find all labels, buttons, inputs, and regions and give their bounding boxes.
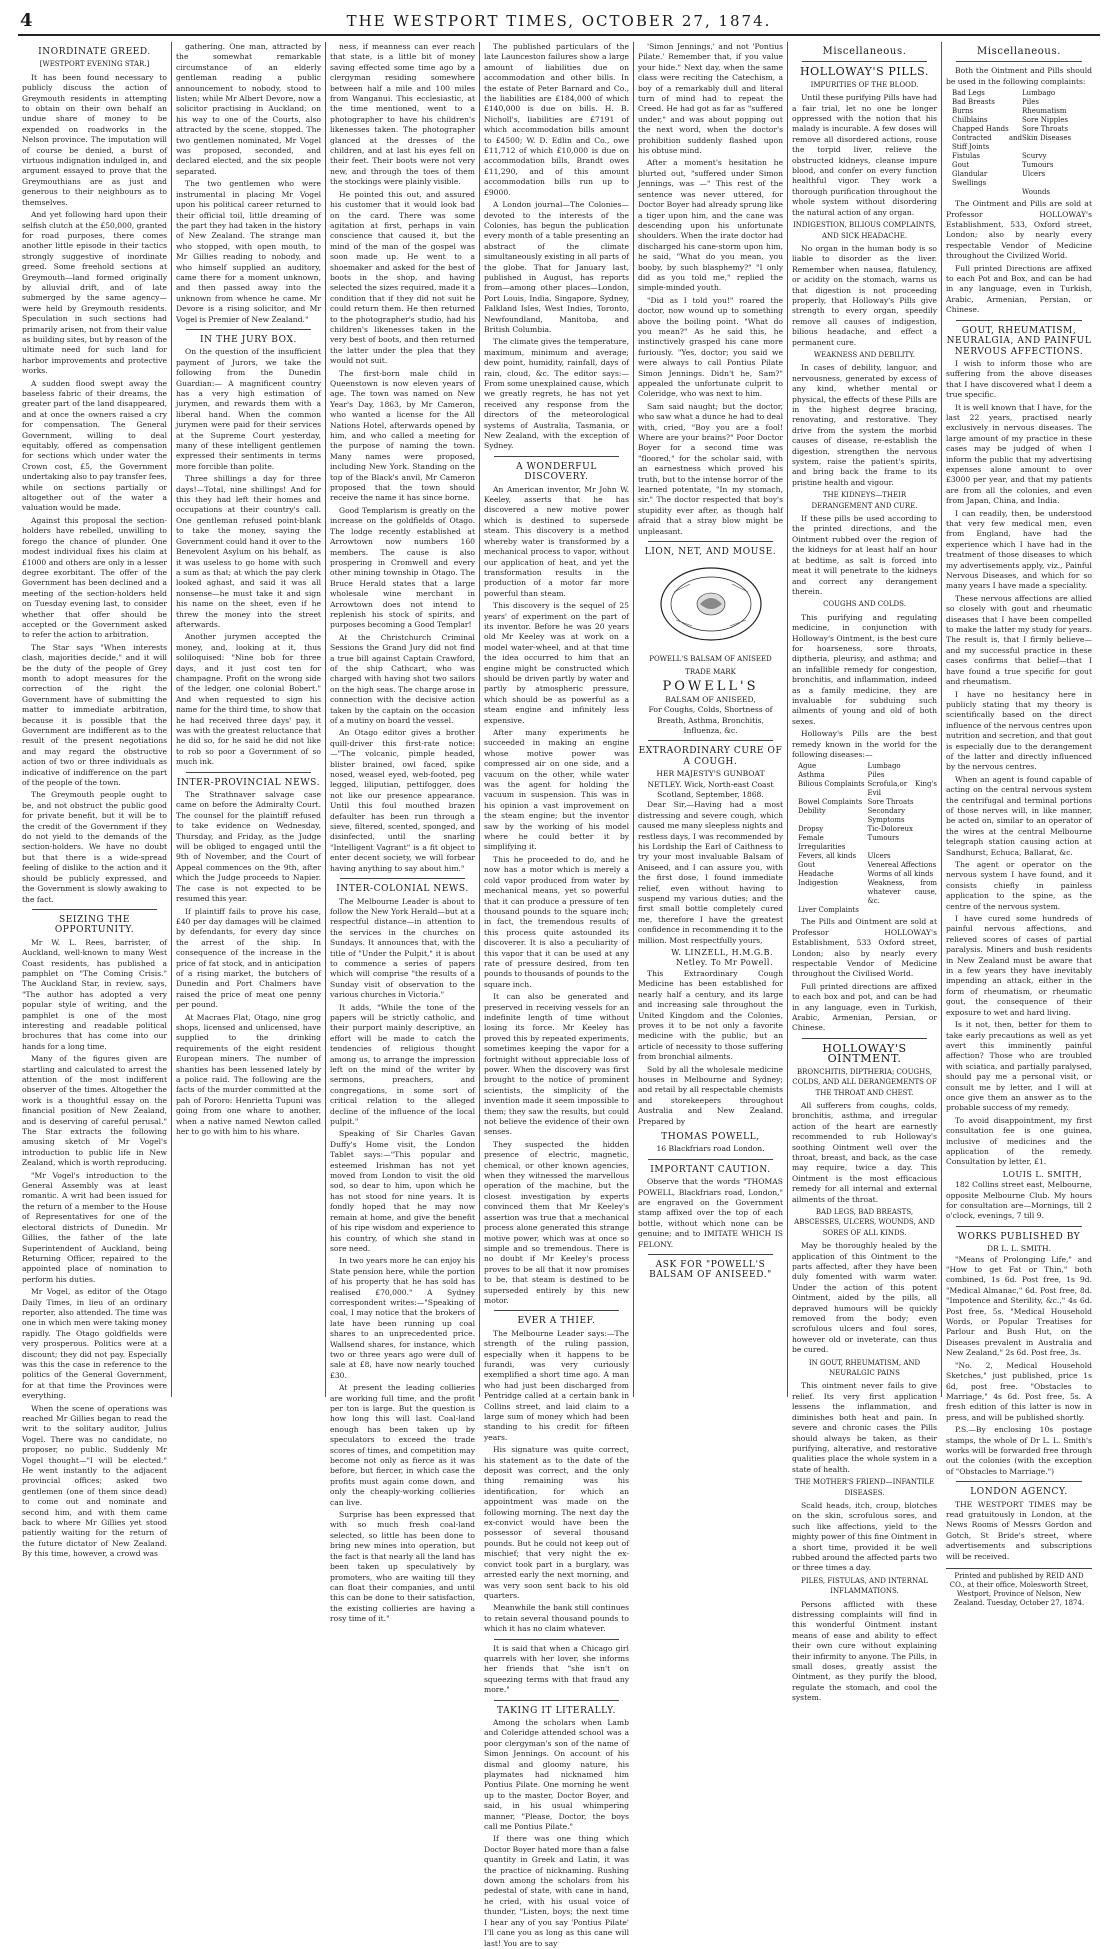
- list-item: Sore Throats: [867, 798, 914, 807]
- article-title: SEIZING THE OPPORTUNITY.: [54, 914, 135, 936]
- list-item: Chilblains: [952, 116, 988, 125]
- paragraph: The published particulars of the late Launceston failures show a large amount of liabilities due on accommodation and other bills. In the estate of Peter Barnard and Co., the liabilities are £184,000 of which £140,000 is due on bills. H. B. Nicholl's, liabilities are £7191 of which accommodation bills amount to £4500; W. D. Edlin and Co., owe £11,712 of which £10,000 is due on accommodation bills, Brandt owes £11,290, and of this amount accommodation bills run up to £9000.: [484, 42, 629, 197]
- divider: [32, 909, 157, 910]
- paragraph: Both the Ointment and Pills should be used in the following complaints:: [946, 66, 1092, 86]
- list-item: Fevers, all kinds: [798, 852, 857, 861]
- list-item: Liver Complaints: [798, 906, 859, 915]
- paragraph: This purifying and regulating medicine, in conjunction with Holloway's Ointment, is the best cure for hoarseness, sore throats, diptheria, pleurisy, and asthma; and an infallible remedy for congestion, bronchitis, and inflammation, indeed as a family medicine, they are invaluable for subduing such ailments of young and old of both sexes.: [792, 612, 937, 726]
- divider: [186, 329, 311, 330]
- list-item: Fistulas: [952, 152, 981, 161]
- paragraph: At Macraes Flat, Otago, nine grog shops, licensed and unlicensed, have supplied to the drinking requirements of the eight resident European miners. The number of shanties has been lessened lately by a police raid. The following are the facts of the murder committed at the pah of Pororo: Henrietta Tupuni was going from one whare to another, when a native named Newton called her to go with him to his whare.: [176, 1012, 321, 1137]
- list-item: Bad Breasts: [952, 98, 995, 107]
- list-item: Asthma: [798, 771, 825, 780]
- list-item: Dropsy: [798, 825, 824, 834]
- paragraph: It is said that when a Chicago girl quarrels with her lover, she informs her friends that "she isn't on squeezing terms with that fraud any more.": [484, 1643, 629, 1695]
- list-item: Scurvy: [1022, 152, 1047, 161]
- list-item: Tumours: [1022, 161, 1054, 170]
- paragraph: And yet following hard upon their selfish clutch at the £50,000, granted for road purposes, there comes another little episode in their tactics strongly suggestive of inordinate greed. Some freehold sections at Greymouth—land formed originally by alluvial drift, and of late submerged by the same agency—were held by Greymouth residents. Speculation in such sections had primarily arisen, not from their value as building sites, but by reason of the ultimate need for such land for harbor improvements and protective works.: [22, 210, 167, 376]
- paragraph: Meanwhile the bank still continues to retain several thousand pounds to which it has no claim whatever.: [484, 1603, 629, 1634]
- paragraph: This he proceeded to do, and he now has a motor which is merely a cold vapor produced from water by mechanical means, yet so powerful that it can produce a pressure of ten thousand pounds to the square inch; in fact, the tremendous results of this process quite astounded its discoverer. It is also a peculiarity of this vapor that it can be used at any rate of pressure desired, from ten pounds to thousands of pounds to the square inch.: [484, 854, 629, 989]
- list-item: Lumbago: [1022, 89, 1056, 98]
- list-item: Glandular Swellings: [952, 170, 988, 188]
- divider: [648, 541, 773, 542]
- article-source: [WESTPORT EVENING STAR.]: [39, 60, 150, 69]
- paragraph: To avoid disappointment, my first consultation fee is one guinea, inclusive of medicines and the application of the remedy. Consultation by letter, £1.: [946, 1115, 1092, 1167]
- paragraph: "Means of Prolonging Life," and "How to get Fat or Thin," both combined, 1s 6d. Post free, 1s 9d. "Medical Almanac," 6d. Post free, 8d. "Impotence and Sterility, &c.," 4s 6d. Post free, 5s. "Medical Household Words, or Popular Treatises for Parlour and Bush Hut, on the Diseases prevalent in Australia and New Zealand," 2s 6d. Post free, 3s.: [946, 1254, 1092, 1358]
- paragraph: I have cured some hundreds of painful nervous affections, and relieved scores of cases of partial paralysis. Miners and bush residents in New Zealand must be aware that in a few years they have inevitably impending an attack, either in the form of rheumatism, or rheumatic gout, the consequence of their exposure to wet and hard living.: [946, 914, 1092, 1017]
- paragraph: The two gentlemen who were instrumental in placing Mr Vogel upon his political career returned to their official toil, little dreaming of the part they had taken in the history of New Zealand. The strange man who stopped, with open mouth, to Mr Gillies reading to nobody, and who himself supplied an auditory, came there for a moment unknown, and then passed away into the unknown from whence he came. Mr Devore is a rising solicitor, and Mr Vogel is Premier of New Zealand.": [176, 179, 321, 324]
- disease-list: [798, 762, 937, 915]
- divider: [186, 772, 311, 773]
- list-item: Lumbago: [867, 762, 901, 771]
- paragraph: I can readily, then, be understood that very few medical men, even from England, have had the experience which I have had in the treatment of those diseases to which my advertisements apply, viz., Painful Nervous Diseases, and which for so many years I have made a speciality.: [946, 508, 1092, 591]
- newspaper-title: THE WESTPORT TIMES, OCTOBER 27, 1874.: [346, 12, 772, 30]
- paragraph: The Greymouth people ought to be, and not obstruct the public good for private benefit, but it will be to the credit of the Government if they do not yield to the demands of the section-holders. We have no doubt but that there is a wide-spread feeling of dislike to the action and it should be publicly expressed, and the Government is slowly awaking to the fact.: [22, 790, 167, 904]
- list-item: Tic-Doloreux: [867, 825, 913, 834]
- paragraph: "Did as I told you!" roared the doctor, now wound up to something above the boiling point. "What do you mean?" As he said this, he instinctively grasped his cane more furiously. "Yes, doctor; you said we were always to call Pontius Pilate Simon Jennings. Didn't he, Sam?" appealed the unfortunate culprit to Coleridge, who was next to him.: [638, 295, 783, 399]
- paragraph: After many experiments he succeeded in making an engine whose motive power was compressed air on one side, and a vacuum on the other, while water was the agent for holding the vacuum in suspension. This was in his opinion a vast improvement on the steam engine; but the inventor saw by the working of his model where he could better it by simplifying it.: [484, 728, 629, 852]
- divider: [956, 1226, 1082, 1227]
- divider: [340, 878, 465, 879]
- column-5: [634, 42, 788, 1397]
- ad-title: GOUT, RHEUMATISM, NEURALGIA, AND PAINFUL NERVOUS AFFECTIONS.: [946, 325, 1092, 357]
- paragraph: The Pills and Ointment are sold at Professor HOLLOWAY's Establishment, 533 Oxford street, London; also by nearly every respectable Vendor of Medicine throughout the Civilised World.: [792, 917, 937, 979]
- printer-imprint: Printed and published by REID AND CO., at their office, Molesworth Street, Westport, Province of Nelson, New Zealand. Tuesday, October 27, 1874.: [946, 1568, 1092, 1608]
- complaint-list: [952, 89, 1092, 197]
- paragraph: When an agent is found capable of acting on the central nervous system the centrifugal and terminal portions of those nerves will, in like manner, be acted on, similar to an operator of the wires at the central Melbourne telegraph station causing action at Sandhurst, Echuca, Ballarat, &c.: [946, 774, 1092, 857]
- divider: [648, 740, 773, 741]
- paragraph: An American inventor, Mr John W. Keeley, asserts that he has discovered a new motive power which is destined to supersede steam. This discovery is a method whereby water is transformed by a mechanical process to vapor, without our application of heat, and yet the transformation results in the production of a motor far more powerful than steam.: [484, 484, 629, 598]
- list-item: Gout: [952, 161, 970, 170]
- list-item: Chapped Hands: [952, 125, 1009, 134]
- paragraph: It has been found necessary to publicly discuss the action of Greymouth residents in attempting to obtain on their own behalf an undue share of money to be expended on roadworks in the Nelson province. The imputation will of course be denied, a burst of virtuous indignation indulged in, and argument essayed to prove that the Greymouthians are as just and generous to their neighbours as to themselves.: [22, 72, 167, 207]
- ad-subheading: IMPURITIES OF THE BLOOD.: [810, 80, 919, 89]
- list-item: Ulcers: [867, 852, 891, 861]
- ad-line: For Coughs, Colds, Shortness of Breath, Asthma, Bronchitis, Influenza, &c.: [648, 705, 773, 735]
- divider: [494, 1639, 619, 1640]
- ad-heading: ASK FOR "POWELL'S BALSAM OF ANISEED.": [649, 1260, 772, 1281]
- list-item: Piles: [1022, 98, 1039, 107]
- columns: [18, 42, 1100, 1948]
- list-item: Bad Legs: [952, 89, 985, 98]
- paragraph: If there was one thing which Doctor Boyer hated more than a false quantity in Greek and Latin, it was the practice of nicknaming. Rushing down among the scholars from his pedestal of state, with cane in hand, he cried, with his usual voice of thunder, "Listen, boys; the next time I hear any of you say 'Pontius Pilate' I'll cane you as long as this cane will last! You are to say: [484, 1834, 629, 1948]
- column-2: [172, 42, 326, 1397]
- paragraph: If plaintiff fails to prove his case, £40 per day damages will be claimed by defendants, for every day since the arrest of the ship. In consequence of the increase in the price of fat stock, and in anticipation of a rising market, the butchers of Dunedin and Port Chalmers have raised the price of meat one penny per pound.: [176, 906, 321, 1010]
- paragraph: He pointed this out, and assured his customer that it would look bad on the card. There was some agitation at first, perhaps in vain conscience that caused it, but the mind of the man of the gospel was soon made up. He went to a shoemaker and asked for the best of boots in the shop, and having selected the sizes required, made it a condition that if they did not suit he could return them. He then returned to the photographer's studio, had his children's likenesses taken in the very best of boots, and then returned the latter under the plea that they would not suit.: [330, 189, 475, 366]
- ad-heading: IMPORTANT CAUTION.: [650, 1164, 771, 1175]
- paragraph: This ointment never fails to give relief. Its very first application lessens the inflammation, and diminishes both heat and pain. In severe and chronic cases the Pills should always be taken, as their purifying, alterative, and restorative qualities place the whole system in a state of health.: [792, 1381, 937, 1474]
- list-item: Rheumatism: [1022, 107, 1067, 116]
- list-item: Worms of all kinds: [867, 870, 934, 879]
- paragraph: It adds, "While the tone of the papers will be strictly catholic, and their purport mainly descriptive, an effort will be made to catch the tendencies of religious thought among us, to arrange the impression left on the mind of the writer by sermons, preachers, and congregations, in some sort of critical relation to the alleged decline of the influence of the local pulpit.": [330, 1002, 475, 1127]
- paragraph: They suspected the hidden presence of electric, magnetic, chemical, or other known agencies, when they witnessed the marvellous operation of the machine, but the closest investigation by experts convinced them that Mr Keeley's assertion was true that a mechanical process alone generated this strange motive power, which was at once so simple and so tremendous. There is no doubt if Mr Keeley's process proves to be all that it now promises to be, that steam is destined to be superseded entirely by this new motor.: [484, 1139, 629, 1305]
- trade-mark-seal-icon: [656, 562, 766, 652]
- list-item: Sore Throats: [1022, 125, 1069, 134]
- list-item: Ulcers: [1022, 170, 1046, 179]
- ad-signature: W. LINZELL, H.M.G.B. Netley. To Mr Powell.: [671, 948, 773, 968]
- paragraph: Is it not, then, better for them to take early precautions as well as yet avert this imminently painful affection? Those who are troubled with sciatica, and partially paralysed, should pay me a personal visit, or consult me by letter, and I will at once give them an answer as to the probable success of my remedy.: [946, 1020, 1092, 1113]
- list-item: Indigestion: [798, 879, 838, 888]
- paragraph: Holloway's Pills are the best remedy known in the world for the following diseases:—: [792, 729, 937, 759]
- paragraph: At present the leading collieries are working full time, and the profit per ton is large. But the question is how long this will last. Coal-land enough has been taken up by speculators to exceed the trade scores of times, and competition may become not only as fierce as it was before, but fiercer, in which case the profits must again come down, and only the cheaply-working collieries can live.: [330, 1383, 475, 1507]
- seal-caption-top: POWELL'S BALSAM OF ANISEED: [649, 654, 772, 663]
- article-title: INTER-COLONIAL NEWS.: [336, 884, 469, 895]
- column-4: [480, 42, 634, 1948]
- ad-subheading: PILES, FISTULAS, AND INTERNAL INFLAMMATIONS.: [801, 1576, 928, 1596]
- divider: [494, 456, 619, 457]
- paragraph: This Extraordinary Cough Medicine has been established for nearly half a century, and its large and increasing sale throughout the United Kingdom and the Colonies, proves it to be not only a favorite medicine with the public, but an article of necessity to those suffering from bronchial ailments.: [638, 968, 783, 1062]
- ad-address: 16 Blackfriars road London.: [656, 1144, 765, 1154]
- ad-subtitle: BALSAM OF ANISEED,: [665, 694, 756, 704]
- section-heading: Miscellaneous.: [977, 46, 1061, 57]
- list-item: Venereal Affections: [867, 861, 937, 870]
- paragraph: Sold by all the wholesale medicine houses in Melbourne and Sydney; and retail by all respectable chemists and storekeepers throughout Australia and New Zealand. Prepared by: [638, 1064, 783, 1126]
- ad-title: POWELL'S: [662, 679, 759, 695]
- paragraph: The Ointment and Pills are sold at Professor HOLLOWAY's Establishment, 533, Oxford street, London; also by nearly every respectable Vendor of Medicine throughout the Civilized World.: [946, 199, 1092, 261]
- list-item: Weakness, from whatever cause, &c.: [867, 879, 937, 906]
- paragraph: In two years more he can enjoy his State pension here, while the portion of his property that he has sold has realised £70,000." A Sydney correspondent writes:—"Speaking of coal, I may notice that the brokers of late have been running up coal shares to an unprecedented price. Wallsend shares, for instance, which two or three years ago were dull of sale at £8, have now nearly touched £30.: [330, 1256, 475, 1380]
- paragraph: His signature was quite correct, his statement as to the date of the deposit was correct, and the only thing remaining was his identification, for which an appointment was made on the following morning. The next day the ex-convict would have been the possessor of several thousand pounds. But he could not keep out of mischief; that very night the ex-convict took part in a burglary, was arrested early the next morning, and was very soon sent back to his old quarters.: [484, 1445, 629, 1600]
- paragraph: Surprise has been expressed that with so much fresh coal-land selected, so little has been done to bring new mines into operation, but the fact is that nearly all the land has been taken up speculatively by promoters, who are waiting till they can float their companies, and until this can be done to their satisfaction, the existing collieries are having a rosy time of it.": [330, 1510, 475, 1624]
- column-1: [18, 42, 172, 1559]
- list-item: Tumours: [867, 834, 899, 843]
- list-item: Bilious Complaints: [798, 780, 865, 789]
- paragraph: On the question of the insufficient payment of Jurors, we take the following from the Dunedin Guardian:— A magnificent country has a very high estimation of jurymen, and rewards them with a liberal hand. When the common jurymen were paid for their services at the Supreme Court yesterday, many of these intelligent gentlemen expressed their sentiments in terms more forcible than polite.: [176, 347, 321, 471]
- paragraph: gathering. One man, attracted by the somewhat remarkable circumstance of an elderly gentleman reading a public announcement to nobody, stood to listen; while Mr Albert Devore, now a solicitor practising in Auckland, on his way to one of the Courts, also attracted by the scene, stopped. The two gentlemen nominated, Mr Vogel was proposed, seconded, and declared elected, and the six people separated.: [176, 42, 321, 176]
- section-heading: Miscellaneous.: [822, 46, 907, 57]
- page-number: 4: [20, 10, 33, 31]
- paragraph: Speaking of Sir Charles Gavan Duffy's Home visit, the London Tablet says:—"This popular and esteemed Irishman has not yet moved from London to visit the old sod, so dear to him, upon which he has not stood for nine years. It is fondly hoped that he may now remain at home, and give the benefit of his ripe wisdom and experience to his country, of which she stand in sore need.: [330, 1129, 475, 1253]
- paragraph: Good Templarism is greatly on the increase on the goldfields of Otago. The lodge recently established at Arrowtown now numbers 160 members. The cause is also prospering in Cromwell and every other mining township in Otago. The Bruce Herald states that a large wholesale wine merchant in Arrowtown does not intend to replenish his stock of spirits, and purposes becoming a Good Templar!: [330, 505, 475, 630]
- list-item: Scrofula,or King's Evil: [867, 780, 937, 798]
- list-item: Contracted and Stiff Joints: [952, 134, 1022, 152]
- list-item: Secondary Symptoms: [867, 807, 906, 825]
- article-title: IN THE JURY BOX.: [200, 334, 297, 345]
- list-item: Female Irregularities: [798, 834, 846, 852]
- paragraph: THE WESTPORT TIMES may be read gratuitously in London, at the News Rooms of Messrs Gordon and Gotch, St Bride's street, where advertisements and subscriptions will be received.: [946, 1499, 1092, 1561]
- paragraph: This discovery is the sequel of 25 years' of experiment on the part of its inventor. Before he was 20 years old Mr Keeley was at work on a model water-wheel, and at that time the idea occurred to him that an engine might be constructed which should be driven partly by water and partly by atmospheric pressure, which should be as powerful as a steam engine and infinitely less expensive.: [484, 601, 629, 725]
- ad-subheading: THE KIDNEYS—THEIR DERANGEMENT AND CURE.: [811, 491, 918, 510]
- article-title: TAKING IT LITERALLY.: [496, 1705, 617, 1716]
- paragraph: The climate gives the temperature, maximum, minimum and average; dew point, humidity, rainfall, days of rain, cloud, &c. The editor says:—From some unexplained cause, which we greatly regrets, he has not yet received any response from the directors of the meteorological systems of Australia, Tasmania, or New Zealand, with the exception of Sydney.: [484, 337, 629, 451]
- list-item: Wounds: [1022, 188, 1051, 197]
- paragraph: Among the scholars when Lamb and Coleridge attended school was a poor clergyman's son of the name of Simon Jennings. On account of his dismal and gloomy nature, his playmates had nicknamed him Pontius Pilate. One morning he went up to the master, Doctor Boyer, and said, in his usual whimpering manner, "Please, Doctor, the boys call me Pontius Pilate.": [484, 1717, 629, 1832]
- list-item: [952, 188, 1022, 197]
- paragraph: ness, if meanness can ever reach that state, is a little bit of money saving effected some time ago by a clergyman residing somewhere between half a mile and 100 miles from Wanganui. This ecclesiastic, at the time mentioned, went to a photographer to have his children's likenesses taken. The photographer glanced at the dresses of the children, and at last his eyes fell on their feet. Their boots were not very new, and through the toes of them the stockings were plainly visible.: [330, 42, 475, 187]
- paragraph: Against this proposal the section-holders have rebelled, unwilling to forego the chance of plunder. One modest individual fixes his claim at £1000 and others are only in a lesser degree exorbitant. The offer of the Government has been declined and a meeting of the section-holders held on Tuesday evening last, to consider whether that offer should be accepted or the Government asked to refer the action to arbitration.: [22, 515, 167, 640]
- ad-subheading: WEAKNESS AND DEBILITY.: [813, 350, 916, 359]
- paragraph: Full printed directions are affixed to each box and pot, and can be had in any language, even in Turkish, Arabic, Armenian, Persian, or Chinese.: [792, 981, 937, 1033]
- paragraph: Until these purifying Pills have had a fair trial, let no one be longer oppressed with the notion that his malady is incurable. A few doses will remove all disordered actions, rouse the torpid liver, relieve the obstructed kidneys, cleanse impure blood, and confer on every function healthful vigor. They work a thorough purification throughout the whole system without disordering the natural action of any organ.: [792, 93, 937, 217]
- paragraph: The agent or operator on the nervous system I have found, and it consists chiefly in painless application to the spine, as the centre of the nervous system.: [946, 860, 1092, 911]
- list-item: Burns: [952, 107, 974, 116]
- paragraph: If these pills be used according to the printed directions, and the Ointment rubbed over the region of the kidneys for at least half an hour at bedtime, as salt is forced into meat it will penetrate to the kidneys and correct any derangement therein.: [792, 514, 937, 596]
- paragraph: A sudden flood swept away the baseless fabric of their dreams, the greater part of the land disappeared, and at once the owners raised a cry for compensation. The General Government, willing to deal equitably, offered as compensation for sections which under water the Crown cost, £5, the Government undertaking also to pay transfer fees, while on sections partially or altogether out of the water a valuation would be made.: [22, 378, 167, 513]
- paragraph: May be thoroughly healed by the application of this Ointment to the parts affected, after they have been duly fomented with warm water. Under the action of this potent Ointment, aided by the pills, all depraved humours will be quickly removed from the body; even scrofulous ulcers and foul sores, however old or inveterate, can thus be cured.: [792, 1241, 937, 1355]
- divider: [648, 1254, 773, 1255]
- paragraph: Mr Vogel, as editor of the Otago Daily Times, in lieu of an ordinary reporter, also attended. The time was one in which men were taking money rapidly. The Otago goldfields were very prosperous. Politics were at a discount; they did not pay. Especially was this the case in reference to the politics of the General Government, for at that time the Provinces were everything.: [22, 1287, 167, 1401]
- article-title: INTER-PROVINCIAL NEWS.: [176, 777, 321, 788]
- divider: [648, 1159, 773, 1160]
- paragraph: The Melbourne Leader says:—The strength of the ruling passion, especially when it happens to be furandi, was very curiously exemplified a short time ago. A man who had just been discharged from Pentridge called at a certain bank in Collins street, and laid claim to a large sum of money which had been standing to his credit for fifteen years.: [484, 1328, 629, 1442]
- list-item: Bowel Complaints: [798, 798, 863, 807]
- paragraph: Full printed Directions are affixed to each Pot and Box, and can be had in any language, even in Turkish, Arabic, Armenian, Persian, or Chinese.: [946, 263, 1092, 315]
- list-item: Piles: [867, 771, 885, 780]
- ad-subheading: THE MOTHER'S FRIEND—INFANTILE DISEASES.: [794, 1478, 935, 1497]
- paragraph: At the Christchurch Criminal Sessions the Grand Jury did not find a true bill against Captain Crawford, of the ship Cathcart, who was charged with having shot two sailors on the high seas. The charge arose in connection with the decisive action taken by the captain on the occasion of a mutiny on board the vessel.: [330, 632, 475, 725]
- seal-caption-bottom: TRADE MARK: [685, 667, 736, 676]
- list-item: Ague: [798, 762, 817, 771]
- paragraph: Dear Sir,—Having had a most distressing and severe cough, which caused me many sleepless nights and restless days, I was recommended by his Lordship the Earl of Caithness to try your most invaluable Balsam of Aniseed, and I can assure you, with the first dose, I found immediate relief, even without having to suspend my various duties; and the first small bottle completely cured me, therefore I have the greatest confidence in recommending it to the million. Most respectfully yours,: [638, 800, 783, 945]
- ad-subheading: IN GOUT, RHEUMATISM, AND NEURALGIC PAINS: [808, 1358, 921, 1378]
- paragraph: A London journal—The Colonies—devoted to the interests of the Colonies, has begun the publication every month of a table presenting an abstract of the climate simultaneously existing in all parts of the globe. That for January last, published in August, has reports from—among other places—London, Port Louis, India, Singapore, Sydney, Falkland Isles, West Indies, Toronto, Newfoundland, Manitoba, and British Columbia.: [484, 200, 629, 334]
- paragraph: The first-born male child in Queenstown is now eleven years of age. The town was named on New Year's Day, 1863, by Mr Cameron, who wanted a license for the All Nations Hotel, afterwards opened by him, and who called a meeting for the purpose of naming the town. Many names were proposed, including New York. Standing on the top of the Black's anvil, Mr Cameron proposed that the town should receive the name it has since borne.: [330, 368, 475, 503]
- paragraph: "Mr Vogel's introduction to the General Assembly was at least romantic. A writ had been issued for the return of a member to the House of Representatives for one of the electoral districts of Dunedin. Mr Gillies, the father of the late Superintendent of Auckland, being Returning Officer, repaired to the appointed place of nomination to perform his duties.: [22, 1170, 167, 1284]
- ad-line: HER MAJESTY'S GUNBOAT NETLEY. Wick, North-east Coast Scotland, September, 1868.: [647, 769, 774, 799]
- list-item: Gout: [798, 861, 816, 870]
- divider: [494, 1700, 619, 1701]
- list-item: Skin Diseases: [1022, 134, 1072, 143]
- divider: [802, 61, 927, 62]
- paragraph: I wish to inform those who are suffering from the above diseases that I have discovered what I deem a true specific.: [946, 358, 1092, 400]
- paragraph: When the scene of operations was reached Mr Gillies began to read the writ to the solitary auditor, Julius Vogel. There was no candidate, no proposer, no public. Suddenly Mr Vogel thought—"I will be elected." He went instantly to the adjacent provincial offices; asked two gentlemen (one of them since dead) to come out and nominate and second him, and with them came back to where Mr Gillies yet stood patiently waiting for the return of the future dictator of New Zealand. By this time, however, a crowd was: [22, 1403, 167, 1559]
- ad-heading: LION, NET, AND MOUSE.: [644, 547, 777, 558]
- article-title: INORDINATE GREED.: [38, 47, 151, 57]
- column-6: [788, 42, 942, 1703]
- paragraph: These nervous affections are allied so closely with gout and rheumatic diseases that I have been compelled to make the latter my study for years. The result is, that I firmly believe—and my successful practice in these cases confirms that belief—that I have found a true specific for gout and rheumatism.: [946, 593, 1092, 687]
- paragraph: An Otago editor gives a brother quill-driver this first-rate notice:—"The volcanic, pimple headed, blister brained, owl faced, spike nosed, weasel eyed, web-footed, peg legged, liliputian, pettifogger, does not like our presence appearance. Until this foul mouthed brazen defaulter has been run through a sieve, filtered, scented, sponged, and disinfected, until the snarling "Intelligent Vagrant" is a fit object to enter decent society, we will forbear having anything to say about him.": [330, 728, 475, 873]
- paragraph: Many of the figures given are startling and calculated to arrest the attention of the most indifferent observer of the times. Altogether the work is a thoughtful essay on the financial position of New Zealand, and is deserving of careful perusal." The Star extracts the following amusing sketch of Mr Vogel's introduction to public life in New Zealand, which is worth reproducing.: [22, 1054, 167, 1168]
- paragraph: Observe that the words "THOMAS POWELL, Blackfriars road, London," are engraved on the Government stamp affixed over the top of each bottle, without which none can be genuine; and to IMITATE WHICH IS FELONY.: [638, 1177, 783, 1249]
- divider: [494, 1310, 619, 1311]
- column-7: [942, 42, 1096, 1607]
- paragraph: Mr W. L. Rees, barrister, of Auckland, well-known to many West Coast residents, has published a pamphlet on "The Coming Crisis." The Auckland Star, in review, says, "The author has adopted a very popular style of writing, and the pamphlet is one of the most interesting and readable political brochures that has come into our hands for a long time.: [22, 937, 167, 1051]
- divider: [802, 1038, 927, 1039]
- paragraph: In cases of debility, languor, and nervousness, generated by excess of any kind, whether mental or physical, the effects of these Pills are in the highest degree bracing, renovating, and restorative. They drive from the system the morbid causes of disease, re-establish the digestion, strengthen the nervous system, raise the patient's spirits, and bring back the frame to its pristine health and vigour.: [792, 363, 937, 487]
- paragraph: The Strathnaver salvage case came on before the Admiralty Court. The counsel for the plaintiff refused to take evidence on Wednesday, Thursday, and Friday, as the Judge will be obliged to engaged until the 9th of November, and the Court of Appeal commences on the 9th, after which the Judge proceeds to Napier. The case is not expected to be resumed this year.: [176, 790, 321, 904]
- paragraph: Scald heads, itch, croup, blotches on the skin, scrofulous sores, and such like affections, yield to the mighty power of this fine Ointment in a short time, provided it be well rubbed around the affected parts two or three times a day.: [792, 1500, 937, 1573]
- ad-title: HOLLOWAY'S PILLS.: [799, 65, 929, 79]
- ad-subheading: BRONCHITIS, DIPTHERIA; COUGHS, COLDS, AND ALL DERANGEMENTS OF THE THROAT AND CHEST.: [792, 1067, 937, 1097]
- paragraph: Another jurymen accepted the money, and, looking at it, thus soliloquised: "Nine bob for three days, and it just cost ten for champagne. Profit on the wrong side of the ledger, one colonial Bobert." And when requested to sign his name for the third time, to show that he had received three days' pay, it was with the greatest reluctance that he did so, for he said he did not like to rob so poor a Government of so much ink.: [176, 632, 321, 767]
- paragraph: I have no hesitancy here in publicly stating that my theory is scientifically based on the direct influence of the nervous centres upon nutrition and secretion, and that gout is especially due to the derangement of the latter and directly influenced by the nervous centres.: [946, 689, 1092, 772]
- ad-title: HOLLOWAY'S OINTMENT.: [822, 1041, 907, 1066]
- paragraph: All sufferers from coughs, colds, bronchitis, asthma, and irregular action of the heart are earnestly recommended to rub Holloway's soothing Ointment well over the throat, breast, and back, as the case may require, twice a day. This Ointment is the most efficacious remedy for all internal and external ailments of the throat.: [792, 1100, 937, 1204]
- divider: [956, 320, 1082, 321]
- column-3: [326, 42, 480, 1624]
- paragraph: P.S.—By enclosing 10s postage stamps, the whole of Dr L. L. Smith's works will be forwarded free through out the colonies (with the exception of "Obstacles to Marriage."): [946, 1425, 1092, 1476]
- ad-title: LONDON AGENCY.: [970, 1487, 1068, 1498]
- paragraph: No organ in the human body is so liable to disorder as the liver. Remember when nausea, flatulency, or acidity on the stomach, warns us that digestion is not proceeding properly, that Holloway's Pills give strength to every organ, speedily remove all causes of indigestion, bilious headache, and effect a permanent cure.: [792, 243, 937, 347]
- paragraph: It is well known that I have, for the last 22 years, practised nearly exclusively in nervous diseases. The large amount of my practice in these cases may be judged of when I inform the public that my advertising expenses alone amount to over £3000 per year, and that my patients are from all the colonies, and even from Japan, China, and India.: [946, 402, 1092, 506]
- article-title: EVER A THIEF.: [517, 1316, 596, 1327]
- ad-maker: THOMAS POWELL,: [661, 1131, 760, 1142]
- paragraph: Three shillings a day for three days!—Total, nine shillings! And for this they had left their homes and occupations at their country's call. One gentleman refused point-blank to take the money, saying the Government could hand it over to the Benevolent Asylum on his behalf, as it was useless to go home with such a sum as that; at which the pay clerk looked aghast, and said it was all nonsense—he must take it and sign his name on the sheet, even if he threw the money into the street afterwards.: [176, 474, 321, 629]
- paragraph: After a moment's hesitation he blurted out, "suffered under Simon Jennings, was —" This rest of the sentence was never uttered, for Doctor Boyer had already sprung like a tiger upon him, and the cane was descending upon his unfortunate shoulders. When the irate doctor had discharged his cane-storm upon him, he said, "What do you mean, you booby, by such blasphemy?" "I only did as you told me," replied the simple-minded youth.: [638, 158, 783, 293]
- ad-subheading: BAD LEGS, BAD BREASTS, ABSCESSES, ULCERS, WOUNDS, AND SORES OF ALL KINDS.: [794, 1207, 935, 1237]
- list-item: Debility: [798, 807, 826, 816]
- article-title: A WONDERFUL DISCOVERY.: [516, 461, 597, 483]
- paragraph: 182 Collins street east, Melbourne, opposite Melbourne Club. My hours for consultation are—Mornings, till 2 o'clock, evenings, 7 till 9.: [946, 1180, 1092, 1221]
- paragraph: Sam said naught; but the doctor, who saw what a dunce he had to deal with, cried, "Boy you are a fool! Where are your brains?" Poor Doctor Boyer for a second time was "floored," for the scholar said, with an earnestness which proved his truth, but to the intense horror of the learned potentate, "In my stomach, sir." The doctor respected that boy's stupidity ever after, as though half afraid that a stray blow might be unpleasant.: [638, 401, 783, 536]
- list-item: Sore Nipples: [1022, 116, 1069, 125]
- paragraph: The Melbourne Leader is about to follow the New York Herald—but at a respectful distance—in attention to the services in the churches on Sundays. It announces that, with the title of "Under the Pulpit," it is about to commence a series of papers which will comprise "the results of a Sunday visit of observation to the various churches in Victoria.": [330, 896, 475, 1000]
- ad-subtitle: DR L. L. SMITH.: [986, 1244, 1052, 1254]
- paragraph: "No. 2, Medical Household Sketches," just published, price 1s 6d, post free. "Obstacles to Marriage," 4s 6d. Post free, 5s. A fresh edition of this latter is now in press, and will be published shortly.: [946, 1360, 1092, 1422]
- ad-subheading: COUGHS AND COLDS.: [823, 600, 906, 609]
- divider: [956, 1481, 1082, 1482]
- paragraph: 'Simon Jennings,' and not 'Pontius Pilate.' Remember that, if you value your hide." Next day, when the same class were reciting the Catechism, a boy of a remarkably dull and literal turn of mind had to repeat the Creed. He had got as far as "suffered under," and was about popping out the next word, when the doctor's prohibition suddenly flashed upon his obtuse mind.: [638, 42, 783, 156]
- list-item: Headache: [798, 870, 834, 879]
- paragraph: Persons afflicted with these distressing complaints will find in this wonderful Ointment instant means of ease and ability to effect their own cure without explaining their infirmity to anyone. The Pills, in small doses, greatly assist the Ointment, as they purify the blood, regulate the stomach, and cool the system.: [792, 1599, 937, 1703]
- paragraph: The Star says "When interests clash, majorities decide," and it will be the duty of the people of Grey month to adopt measures for the correction of the right the Government have of submitting the matter to immediate arbitration, because it is possible that the Government are indifferent as to the result of the present negotiations and may regard the obstructive action of two or three individuals as indicative of indifference on the part of the people of the town.: [22, 642, 167, 788]
- ad-title: WORKS PUBLISHED BY: [957, 1231, 1081, 1242]
- ad-subheading: INDIGESTION, BILIOUS COMPLAINTS, AND SICK HEADACHE.: [792, 221, 937, 240]
- divider: [956, 61, 1082, 62]
- paragraph: It can also be generated and preserved in receiving vessels for an indefinite length of time without losing its force. Mr Keeley has proved this by repeated experiments, sometimes keeping the vapor for a fortnight without appreciable loss of power. When the discovery was first brought to the notice of prominent scientists, the simplicity of the invention made it seem impossible to them; they saw the results, but could not believe the evidence of their own senses.: [484, 992, 629, 1137]
- ad-heading: EXTRAORDINARY CURE OF A COUGH.: [638, 746, 783, 767]
- ad-signature: LOUIS L. SMITH,: [1002, 1169, 1082, 1179]
- masthead: [18, 8, 1100, 36]
